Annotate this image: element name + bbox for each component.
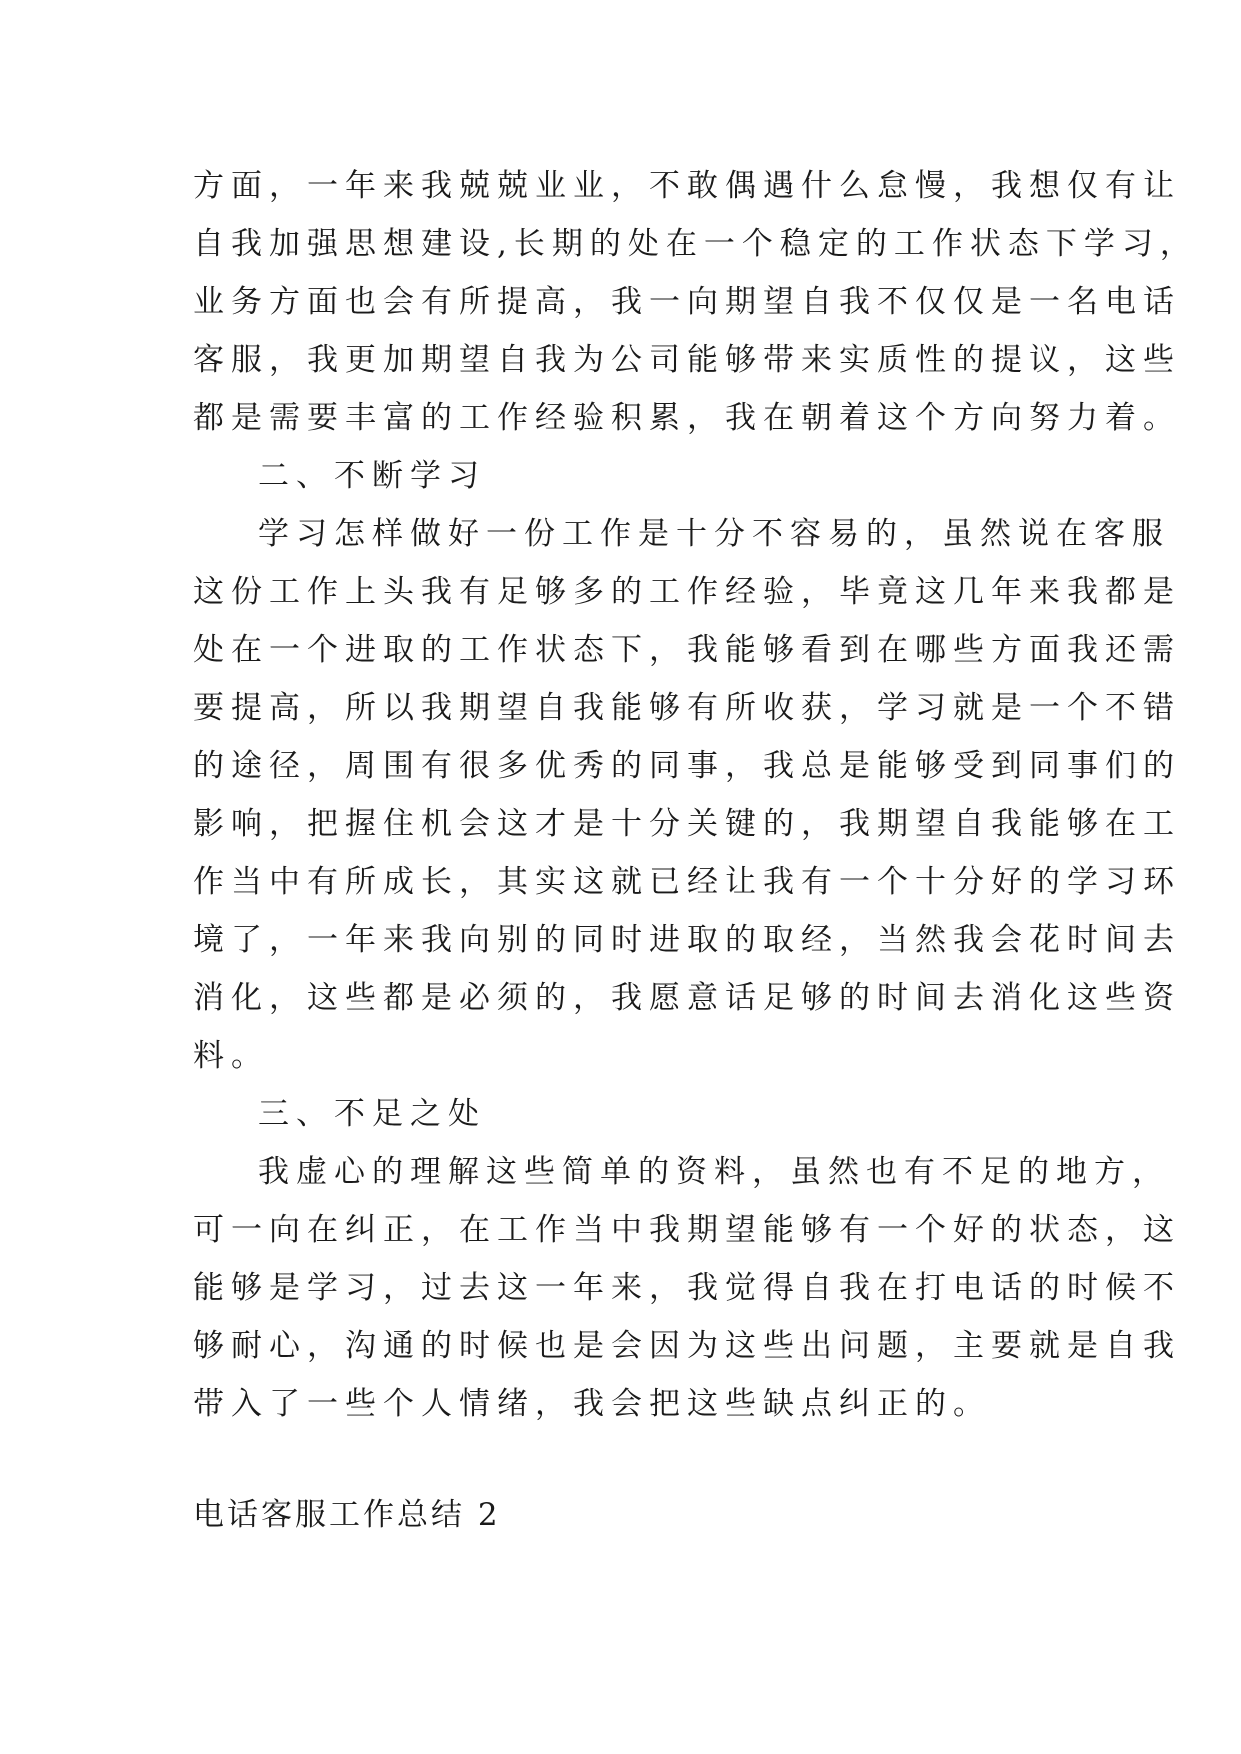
paragraph-line: 学习怎样做好一份工作是十分不容易的，虽然说在客服 (258, 516, 1170, 552)
paragraph-line: 消化，这些都是必须的，我愿意话足够的时间去消化这些资 (193, 980, 1181, 1016)
paragraph-line: 境了，一年来我向别的同时进取的取经，当然我会花时间去 (193, 922, 1181, 958)
paragraph-line: 带入了一些个人情绪，我会把这些缺点纠正的。 (193, 1386, 991, 1422)
paragraph-line: 要提高，所以我期望自我能够有所收获，学习就是一个不错 (193, 690, 1181, 726)
paragraph-line: 方面，一年来我兢兢业业，不敢偶遇什么怠慢，我想仅有让 (193, 168, 1181, 204)
document-title: 电话客服工作总结 2 (193, 1497, 501, 1533)
paragraph-line: 料。 (193, 1038, 269, 1074)
paragraph-line: 作当中有所成长，其实这就已经让我有一个十分好的学习环 (193, 864, 1181, 900)
paragraph-line: 都是需要丰富的工作经验积累，我在朝着这个方向努力着。 (193, 400, 1181, 436)
paragraph-line: 我虚心的理解这些简单的资料，虽然也有不足的地方， (258, 1154, 1170, 1190)
paragraph-line: 影响，把握住机会这才是十分关键的，我期望自我能够在工 (193, 806, 1181, 842)
paragraph-line: 业务方面也会有所提高，我一向期望自我不仅仅是一名电话 (193, 284, 1181, 320)
section-heading: 三、不足之处 (258, 1096, 486, 1132)
paragraph-line: 够耐心，沟通的时候也是会因为这些出问题，主要就是自我 (193, 1328, 1181, 1364)
paragraph-line: 能够是学习，过去这一年来，我觉得自我在打电话的时候不 (193, 1270, 1181, 1306)
paragraph-line: 客服，我更加期望自我为公司能够带来实质性的提议，这些 (193, 342, 1181, 378)
paragraph-line: 这份工作上头我有足够多的工作经验，毕竟这几年来我都是 (193, 574, 1181, 610)
paragraph-line: 自我加强思想建设,长期的处在一个稳定的工作状态下学习， (193, 226, 1198, 262)
paragraph-line: 处在一个进取的工作状态下，我能够看到在哪些方面我还需 (193, 632, 1181, 668)
paragraph-line: 的途径，周围有很多优秀的同事，我总是能够受到同事们的 (193, 748, 1181, 784)
paragraph-line: 可一向在纠正，在工作当中我期望能够有一个好的状态，这 (193, 1212, 1181, 1248)
section-heading: 二、不断学习 (258, 458, 486, 494)
